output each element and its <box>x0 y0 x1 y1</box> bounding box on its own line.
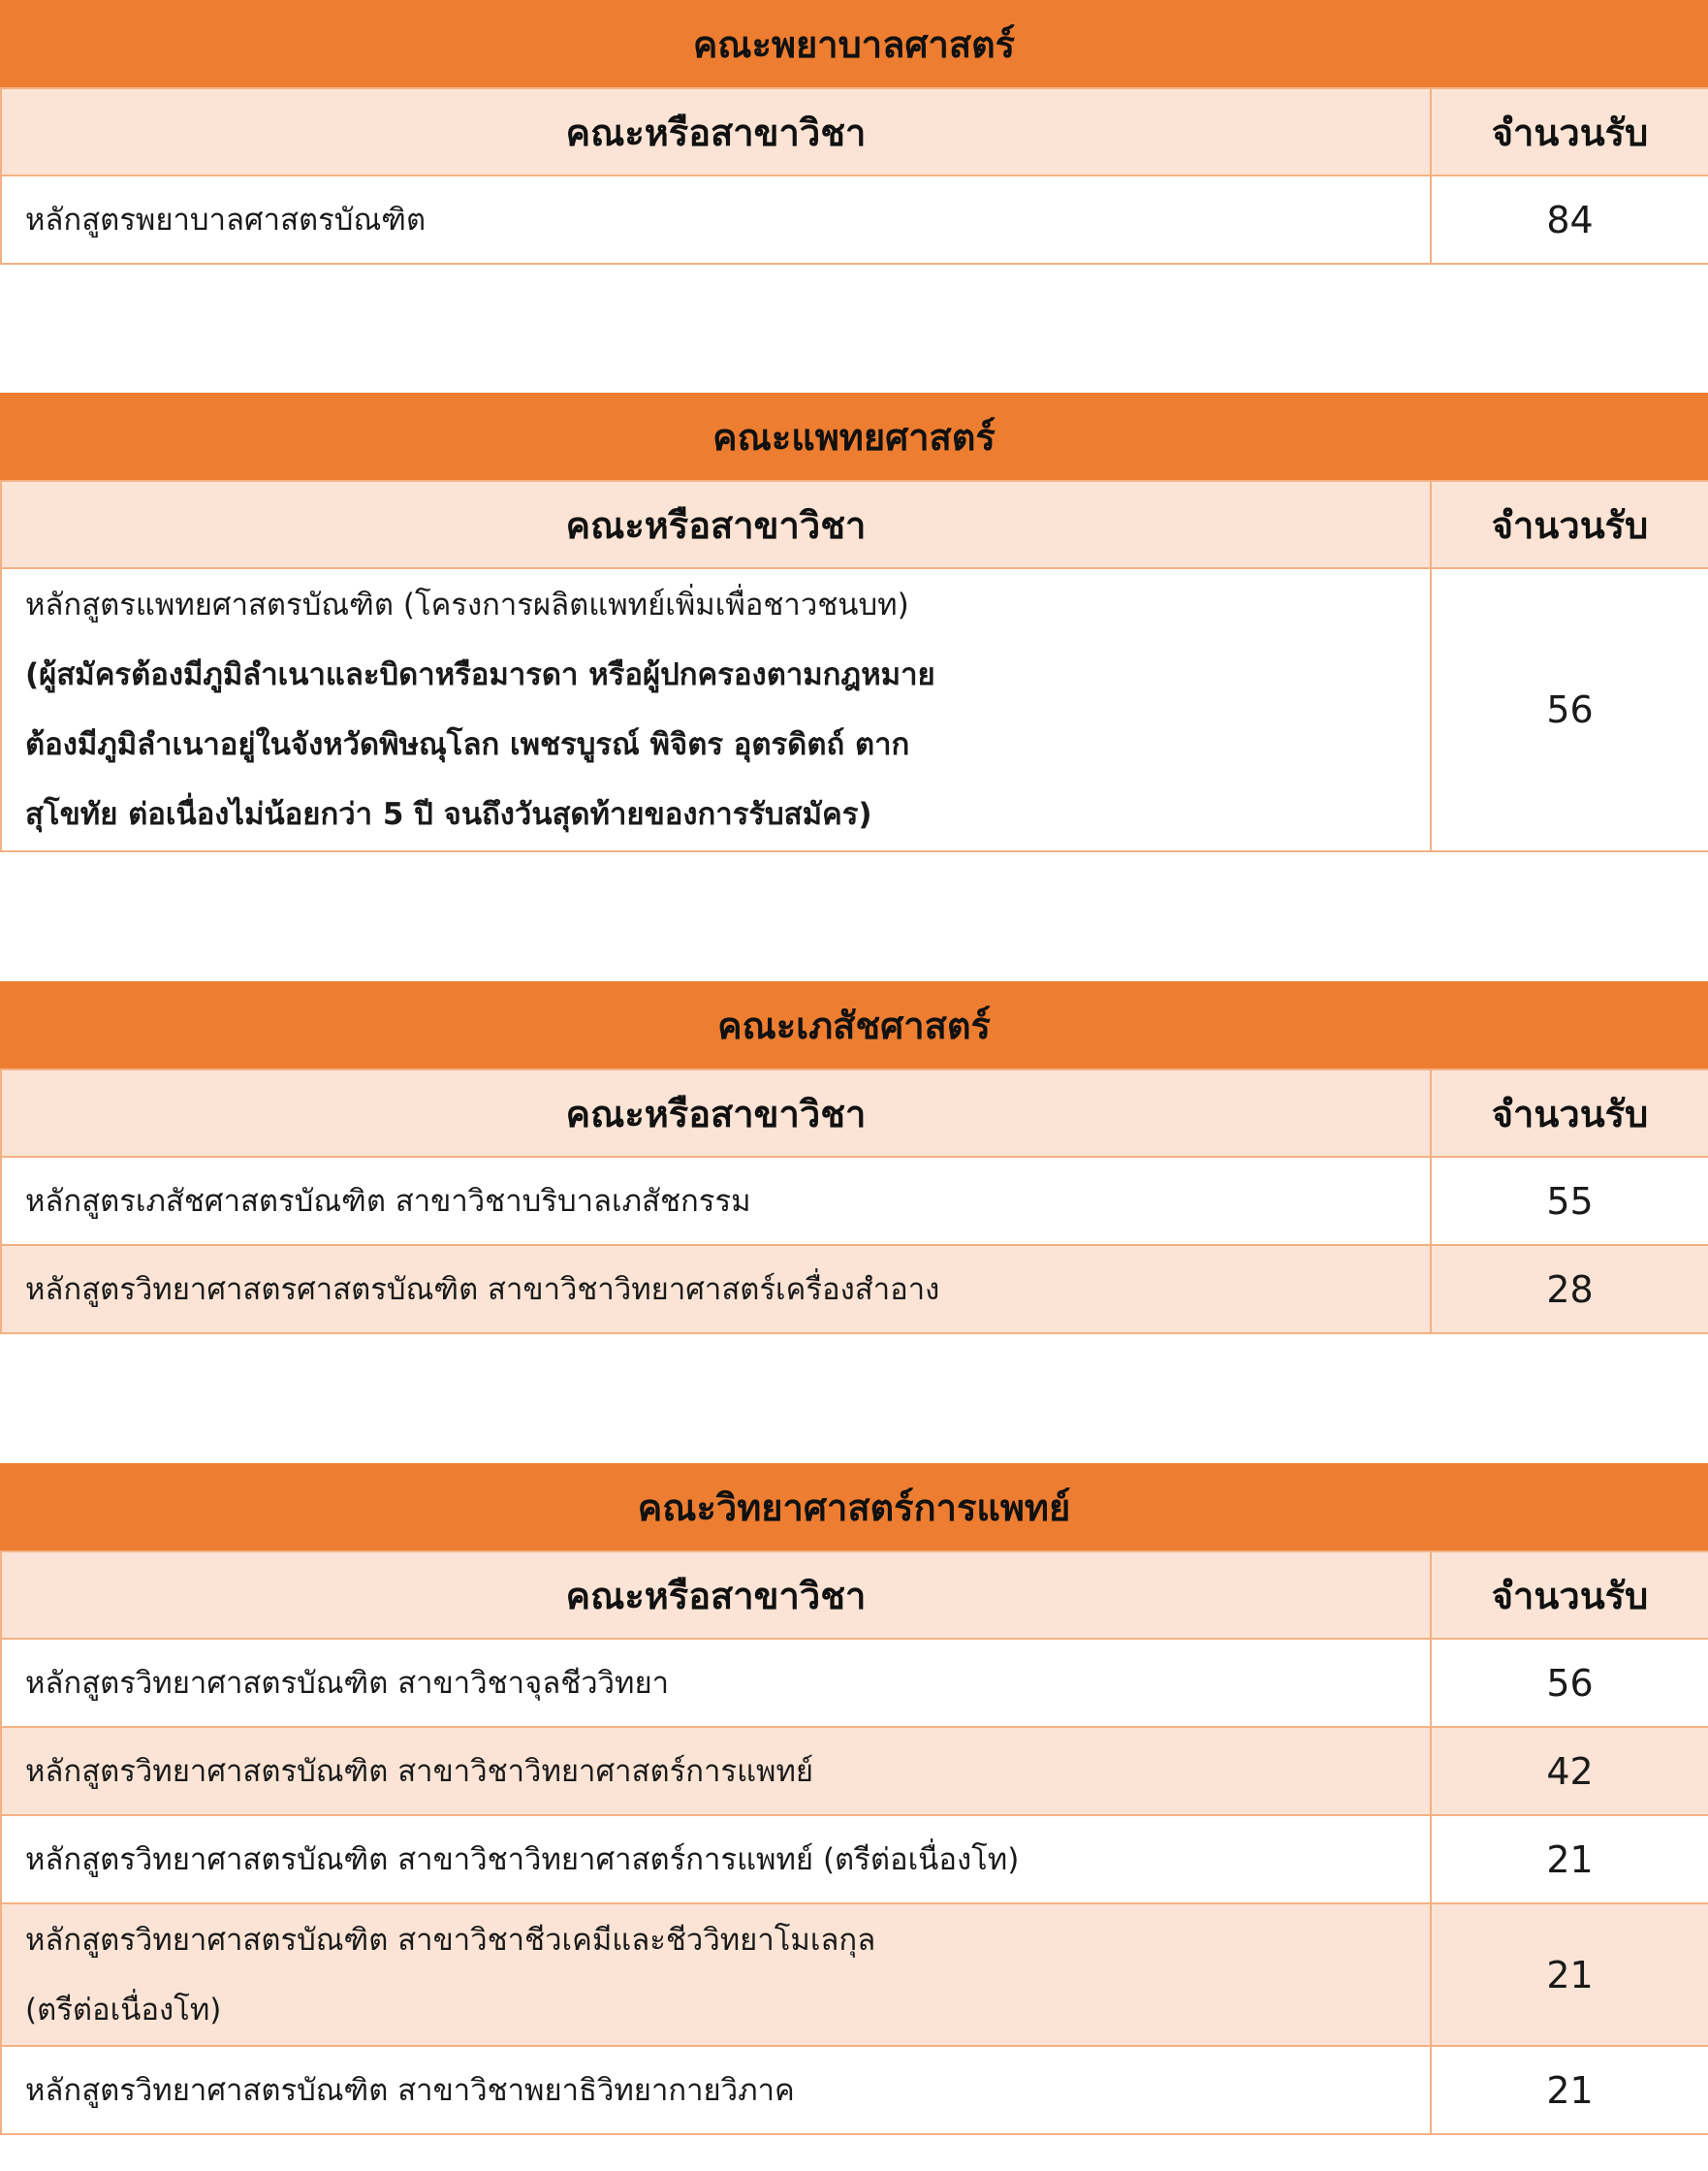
program-name: หลักสูตรพยาบาลศาสตรบัณฑิต <box>1 176 1431 264</box>
faculty-medical-science <box>0 1463 1708 2135</box>
table-row <box>1 1727 1708 1815</box>
program-condition-line: (ผู้สมัครต้องมีภูมิลำเนาและบิดาหรือมารดา หรือผู้ปกครองตามกฎหมาย <box>25 657 935 692</box>
faculty-title: คณะพยาบาลศาสตร์ <box>0 0 1708 87</box>
table-row <box>1 568 1708 851</box>
faculty-nursing <box>0 0 1708 265</box>
column-header-count: จำนวนรับ <box>1431 1070 1708 1157</box>
table-row <box>1 1639 1708 1727</box>
column-header-program: คณะหรือสาขาวิชา <box>1 88 1431 176</box>
table-row <box>1 1157 1708 1245</box>
program-table <box>0 480 1708 852</box>
table-row <box>1 1903 1708 2046</box>
admission-count: 55 <box>1431 1157 1708 1245</box>
table-row <box>1 2046 1708 2134</box>
program-name <box>1 568 1431 851</box>
column-header-program: คณะหรือสาขาวิชา <box>1 1551 1431 1639</box>
program-name: หลักสูตรเภสัชศาสตรบัณฑิต สาขาวิชาบริบาลเภสัชกรรม <box>1 1157 1431 1245</box>
program-table <box>0 1550 1708 2135</box>
admission-count: 21 <box>1431 1903 1708 2046</box>
admission-count: 84 <box>1431 176 1708 264</box>
program-table <box>0 1069 1708 1334</box>
program-name <box>1 1903 1431 2046</box>
program-table <box>0 87 1708 265</box>
faculty-title: คณะแพทยศาสตร์ <box>0 393 1708 480</box>
column-header-count: จำนวนรับ <box>1431 88 1708 176</box>
program-condition-line: สุโขทัย ต่อเนื่องไม่น้อยกว่า 5 ปี จนถึงวันสุดท้ายของการรับสมัคร) <box>25 797 872 832</box>
program-name: หลักสูตรวิทยาศาสตรบัณฑิต สาขาวิชาพยาธิวิทยากายวิภาค <box>1 2046 1431 2134</box>
table-row <box>1 1815 1708 1903</box>
program-name: หลักสูตรวิทยาศาสตรบัณฑิต สาขาวิชาวิทยาศาสตร์การแพทย์ <box>1 1727 1431 1815</box>
admission-count: 42 <box>1431 1727 1708 1815</box>
admission-count: 21 <box>1431 2046 1708 2134</box>
admission-count: 28 <box>1431 1245 1708 1333</box>
column-header-count: จำนวนรับ <box>1431 1551 1708 1639</box>
admission-count: 56 <box>1431 1639 1708 1727</box>
program-condition-line: ต้องมีภูมิลำเนาอยู่ในจังหวัดพิษณุโลก เพชรบูรณ์ พิจิตร อุตรดิตถ์ ตาก <box>25 727 910 762</box>
admission-count: 56 <box>1431 568 1708 851</box>
column-header-program: คณะหรือสาขาวิชา <box>1 481 1431 568</box>
column-header-count: จำนวนรับ <box>1431 481 1708 568</box>
admission-count: 21 <box>1431 1815 1708 1903</box>
faculty-pharmacy <box>0 981 1708 1334</box>
faculty-title: คณะเภสัชศาสตร์ <box>0 981 1708 1069</box>
program-name-line: (ตรีต่อเนื่องโท) <box>25 1992 222 2027</box>
table-row <box>1 1245 1708 1333</box>
program-name-line: หลักสูตรแพทยศาสตรบัณฑิต (โครงการผลิตแพทย์เพิ่มเพื่อชาวชนบท) <box>25 588 909 623</box>
program-name: หลักสูตรวิทยาศาสตรบัณฑิต สาขาวิชาจุลชีววิทยา <box>1 1639 1431 1727</box>
faculty-title: คณะวิทยาศาสตร์การแพทย์ <box>0 1463 1708 1550</box>
program-name: หลักสูตรวิทยาศาสตรบัณฑิต สาขาวิชาวิทยาศาสตร์การแพทย์ (ตรีต่อเนื่องโท) <box>1 1815 1431 1903</box>
column-header-program: คณะหรือสาขาวิชา <box>1 1070 1431 1157</box>
faculty-medicine <box>0 393 1708 852</box>
program-name-line: หลักสูตรวิทยาศาสตรบัณฑิต สาขาวิชาชีวเคมีและชีววิทยาโมเลกุล <box>25 1922 876 1958</box>
table-row <box>1 176 1708 264</box>
program-name: หลักสูตรวิทยาศาสตรศาสตรบัณฑิต สาขาวิชาวิทยาศาสตร์เครื่องสำอาง <box>1 1245 1431 1333</box>
